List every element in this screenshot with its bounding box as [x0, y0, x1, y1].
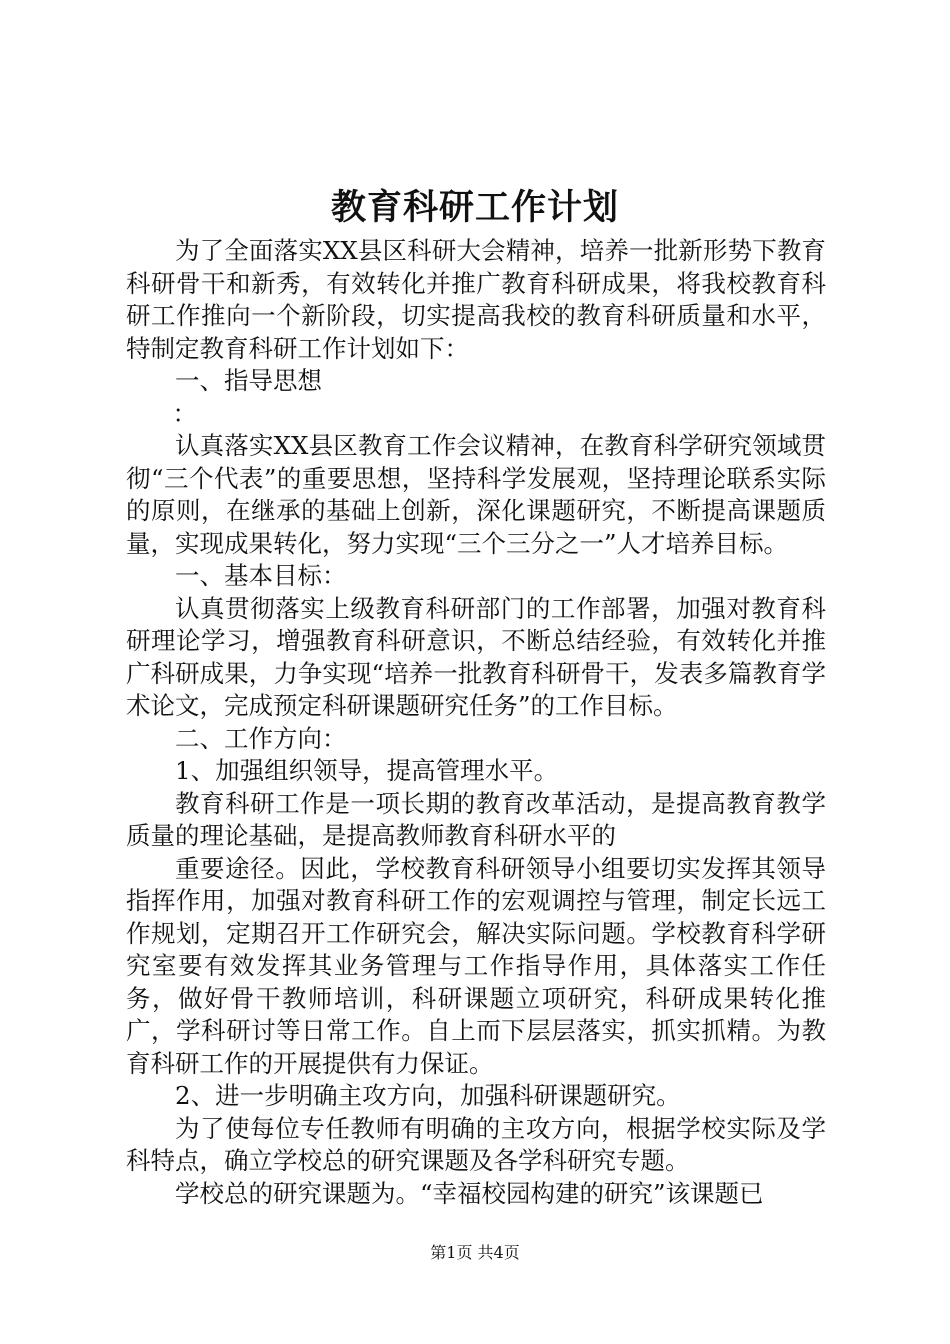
paragraph-research-direction: 为了使每位专任教师有明确的主攻方向，根据学校实际及学科特点，确立学校总的研究课题及各学科研究专题。 [126, 1113, 826, 1175]
paragraph-basic-goals: 认真贯彻落实上级教育科研部门的工作部署，加强对教育科研理论学习，增强教育科研意识，不断总结经验，有效转化并推广科研成果，力争实现“培养一批教育科研骨干，发表多篇教育学术论文，完成预定科研课题研究任务”的工作目标。 [126, 593, 826, 720]
subheading-research-direction: 2、进一步明确主攻方向，加强科研课题研究。 [175, 1081, 681, 1110]
page-footer: 第1页 共4页 [430, 1243, 520, 1262]
heading-work-direction: 二、工作方向： [175, 723, 347, 753]
subheading-organization: 1、加强组织领导，提高管理水平。 [175, 756, 559, 785]
paragraph-guiding-ideology: 认真落实XX县区教育工作会议精神，在教育科学研究领域贯彻“三个代表”的重要思想，坚持科学发展观，坚持理论联系实际的原则，在继承的基础上创新，深化课题研究，不断提高课题质量，实现成果转化，努力实现“三个三分之一”人才培养目标。 [126, 431, 826, 558]
heading-guiding-ideology: 一、指导思想 [175, 366, 322, 395]
document-title: 教育科研工作计划 [330, 187, 619, 228]
paragraph-school-topic: 学校总的研究课题为。“幸福校园构建的研究”该课题已 [175, 1178, 764, 1208]
paragraph-organization-1: 教育科研工作是一项长期的教育改革活动，是提高教育教学质量的理论基础，是提高教师教育科研水平的 [126, 788, 826, 850]
paragraph-organization-2: 重要途径。因此，学校教育科研领导小组要切实发挥其领导指挥作用，加强对教育科研工作的宏观调控与管理，制定长远工作规划，定期召开工作研究会，解决实际问题。学校教育科学研究室要有效发挥其业务管理与工作指导作用，具体落实工作任务，做好骨干教师培训，科研课题立项研究，科研成果转化推广，学科研讨等日常工作。自上而下层层落实，抓实抓精。为教育科研工作的开展提供有力保证。 [126, 853, 826, 1078]
heading-basic-goals: 一、基本目标： [175, 561, 347, 590]
paragraph-colon: ： [172, 398, 198, 428]
document-body [126, 235, 826, 1210]
paragraph-intro: 为了全面落实XX县区科研大会精神，培养一批新形势下教育科研骨干和新秀，有效转化并推广教育科研成果，将我校教育科研工作推向一个新阶段，切实提高我校的教育科研质量和水平，特制定教育科研工作计划如下： [126, 236, 826, 363]
